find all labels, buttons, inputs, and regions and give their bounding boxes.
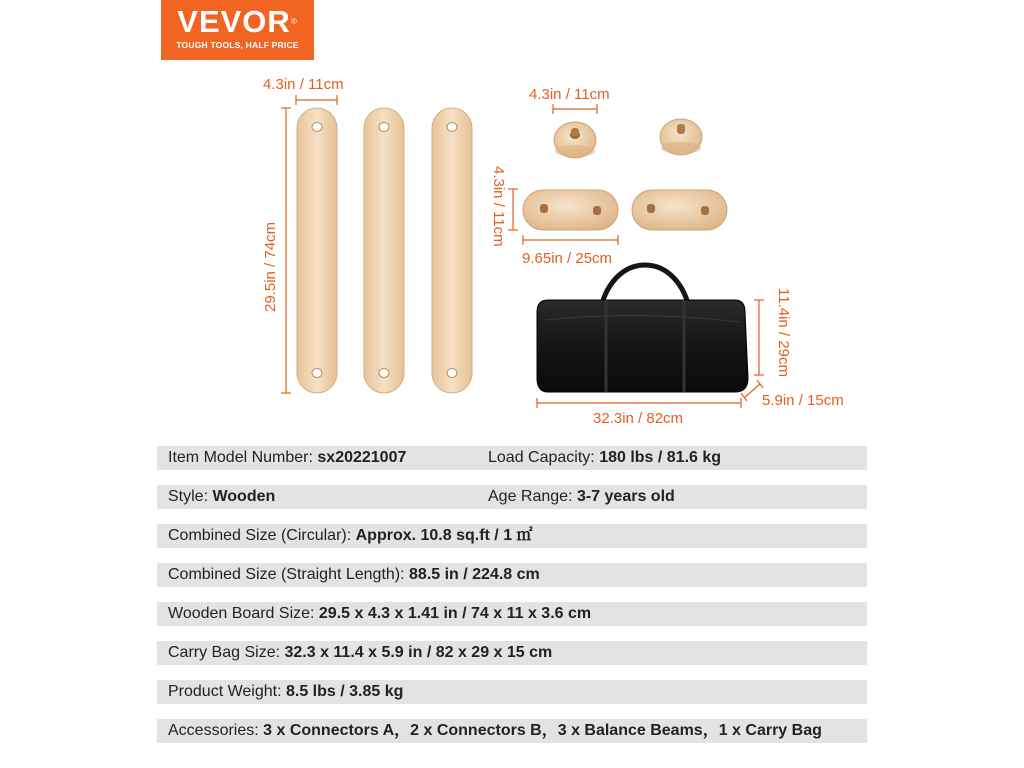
beam-width-label: 4.3in / 11cm bbox=[263, 76, 344, 93]
brand-tagline: TOUGH TOOLS, HALF PRICE bbox=[176, 40, 299, 50]
spec-style: Style: Wooden bbox=[168, 488, 276, 505]
spec-combined-size-circular: Combined Size (Circular): Approx. 10.8 sq.ft / 1 ㎡ bbox=[168, 527, 533, 544]
balance-beam bbox=[297, 108, 337, 393]
spec-row bbox=[157, 485, 867, 509]
spec-row bbox=[157, 602, 867, 626]
connector-a bbox=[554, 122, 596, 158]
spec-age-range: Age Range: 3-7 years old bbox=[488, 488, 675, 505]
connector-b bbox=[523, 190, 618, 230]
spec-row bbox=[157, 641, 867, 665]
spec-row bbox=[157, 719, 867, 743]
spec-bag-size: Carry Bag Size: 32.3 x 11.4 x 5.9 in / 82 x 29 x 15 cm bbox=[168, 644, 553, 661]
carry-bag bbox=[537, 265, 748, 392]
bag-height-label: 11.4in / 29cm bbox=[775, 288, 792, 377]
bag-depth-label: 5.9in / 15cm bbox=[762, 392, 844, 409]
spec-row bbox=[157, 563, 867, 587]
spec-item-model: Item Model Number: sx20221007 bbox=[168, 449, 407, 466]
spec-accessories: Accessories: 3 x Connectors A，2 x Connectors B，3 x Balance Beams，1 x Carry Bag bbox=[168, 722, 822, 739]
connector-a-width-label: 4.3in / 11cm bbox=[529, 86, 610, 103]
balance-beam bbox=[432, 108, 472, 393]
spec-product-weight: Product Weight: 8.5 lbs / 3.85 kg bbox=[168, 683, 404, 700]
brand-name: VEVOR bbox=[177, 4, 291, 39]
balance-beam bbox=[364, 108, 404, 393]
connector-b bbox=[632, 190, 727, 230]
spec-row bbox=[157, 446, 867, 470]
spec-row bbox=[157, 680, 867, 704]
bag-length-label: 32.3in / 82cm bbox=[593, 410, 684, 427]
connector-a bbox=[660, 119, 702, 155]
spec-row bbox=[157, 524, 867, 548]
connector-b-length-label: 9.65in / 25cm bbox=[522, 250, 613, 267]
connector-b-height-label: 4.3in / 11cm bbox=[490, 166, 507, 247]
spec-board-size: Wooden Board Size: 29.5 x 4.3 x 1.41 in / 74 x 11 x 3.6 cm bbox=[168, 605, 592, 622]
beam-length-label: 29.5in / 74cm bbox=[262, 221, 279, 312]
spec-load-capacity: Load Capacity: 180 lbs / 81.6 kg bbox=[488, 449, 722, 466]
spec-combined-size-straight: Combined Size (Straight Length): 88.5 in / 224.8 cm bbox=[168, 566, 540, 583]
brand-reg-mark: ® bbox=[290, 17, 298, 26]
